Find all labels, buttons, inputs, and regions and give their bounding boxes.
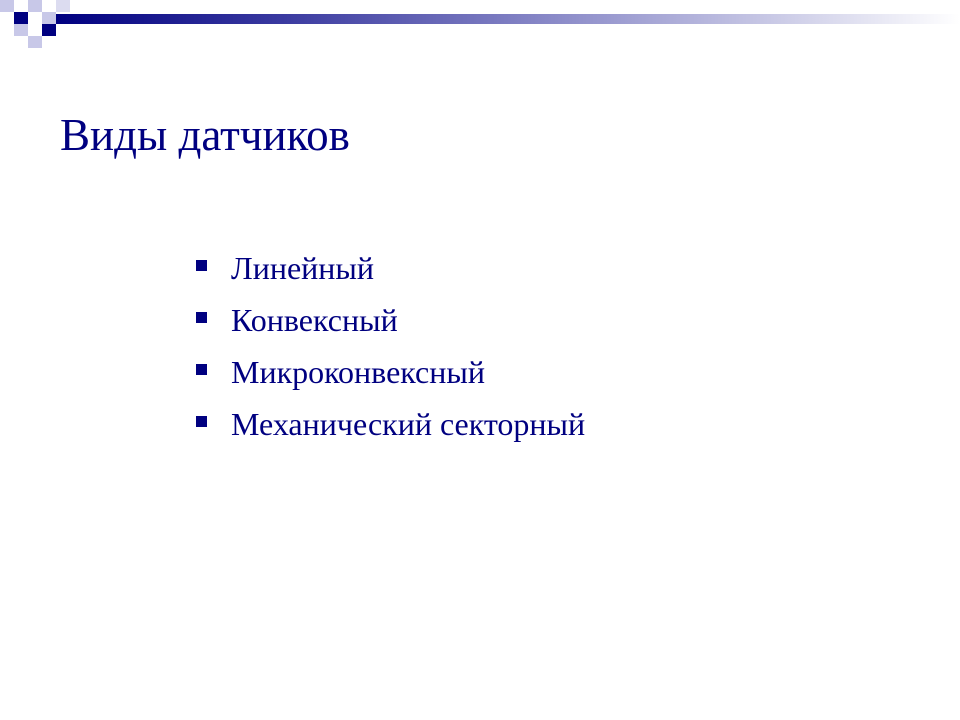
decor-square-light bbox=[42, 12, 56, 24]
decor-square-dark bbox=[14, 12, 28, 24]
decor-square-light bbox=[28, 0, 42, 12]
bullet-text: Конвексный bbox=[231, 302, 398, 338]
bullet-list bbox=[196, 242, 585, 450]
list-item bbox=[196, 346, 585, 398]
bullet-text: Механический секторный bbox=[231, 406, 586, 442]
slide-title: Виды датчиков bbox=[60, 110, 350, 160]
square-bullet-icon bbox=[196, 364, 207, 375]
decor-gradient-bar bbox=[56, 14, 960, 24]
bullet-text: Микроконвексный bbox=[231, 354, 485, 390]
square-bullet-icon bbox=[196, 260, 207, 271]
square-bullet-icon bbox=[196, 312, 207, 323]
decor-square-light bbox=[56, 0, 70, 12]
square-bullet-icon bbox=[196, 416, 207, 427]
decor-square-light bbox=[14, 24, 28, 36]
bullet-text: Линейный bbox=[231, 250, 375, 286]
list-item bbox=[196, 398, 585, 450]
list-item bbox=[196, 242, 585, 294]
decor-square-light bbox=[0, 0, 14, 12]
decor-square-light bbox=[28, 36, 42, 48]
decor-square-dark bbox=[42, 24, 56, 36]
list-item bbox=[196, 294, 585, 346]
